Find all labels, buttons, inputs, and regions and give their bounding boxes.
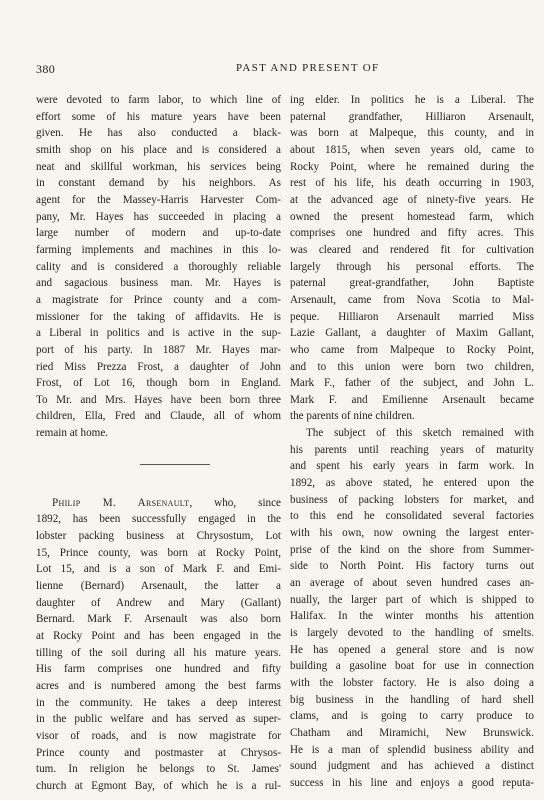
text-line: peque. Hilliaron Arsenault married Miss <box>290 310 534 323</box>
text-line: a magistrate for Prince county and a com- <box>36 293 281 306</box>
text-line: 1892, as above stated, he entered upon the <box>290 477 534 490</box>
text-line: ing elder. In politics he is a Liberal. The <box>290 94 534 106</box>
text-line: smith shop on his place and is considered a <box>36 143 281 156</box>
lobster-business-paragraph <box>290 425 534 791</box>
text-line: paternal great-grandfather, John Baptiste <box>290 277 534 290</box>
text-line: ried Miss Prezza Frost, a daughter of John <box>36 360 281 373</box>
text-line: port of his party. In 1887 Mr. Hayes mar- <box>36 343 281 356</box>
text-line: Bernard. Mark F. Arsenault was also born <box>36 613 281 626</box>
arsenault-biography-continued <box>290 92 534 425</box>
right-column <box>290 92 534 792</box>
text-line: who came from Malpeque to Rocky Point, <box>290 343 534 356</box>
text-line: daughter of Andrew and Mary (Gallant) <box>36 596 281 609</box>
text-line: Lot 15, and is a son of Mark F. and Emi- <box>36 563 281 576</box>
text-line: visor of roads, and is now magistrate for <box>36 729 281 742</box>
text-line: He is a man of splendid business ability and <box>290 743 534 756</box>
text-line: Philip M. Arsenault, who, since <box>52 496 282 509</box>
text-line: neat and skillful workman, his services being <box>36 160 281 173</box>
text-line: and sagacious business man. Mr. Hayes is <box>36 277 281 290</box>
text-line: Chatham and Miramichi, New Brunswick. <box>290 726 534 739</box>
text-line: cality and is considered a thoroughly reliable <box>36 260 281 273</box>
text-line: with his own, now owning the largest enter- <box>290 527 534 540</box>
text-line: missioner for the taking of affidavits. He is <box>36 310 281 323</box>
text-line: The subject of this sketch remained with <box>306 427 534 440</box>
text-line: with the lobster factory. He is also doing a <box>290 676 534 689</box>
text-line: Rocky Point, where he remained during the <box>290 160 534 173</box>
text-line: remain at home. <box>36 427 109 440</box>
text-line: lobster packing business at Chrysostum, Lot <box>36 530 281 543</box>
text-line: rest of his life, his death occurring in 1903, <box>290 177 534 190</box>
text-line: nually, the larger part of which is shipped to <box>290 593 534 606</box>
text-line: paternal grandfather, Hilliaron Arsenault, <box>290 110 534 123</box>
left-column <box>36 92 281 795</box>
text-line: Mark F. and Emilienne Arsenault became <box>290 393 534 406</box>
text-line: in constant demand by his neighbors. As <box>36 177 281 190</box>
text-line: his parents until reaching years of maturity <box>290 443 534 456</box>
text-line: were devoted to farm labor, to which line of <box>36 94 281 106</box>
page-header <box>36 62 506 78</box>
hayes-paragraph-end <box>36 92 281 442</box>
text-line: sound judgment and has achieved a distinct <box>290 760 534 773</box>
text-line: big business in the handling of hard shell <box>290 693 534 706</box>
text-line: business of packing lobsters for market, and <box>290 493 534 506</box>
text-line: 1892, has been successfully engaged in the <box>36 513 281 526</box>
text-line: tum. In religion he belongs to St. James' <box>36 763 281 776</box>
text-line: Prince county and postmaster at Chrysos- <box>36 746 281 759</box>
text-line: 15, Prince county, was born at Rocky Point, <box>36 546 281 559</box>
text-line: effort some of his mature years have been <box>36 110 281 123</box>
text-line: clams, and is going to carry produce to <box>290 710 534 723</box>
text-line: at the advanced age of ninety-five years. He <box>290 193 534 206</box>
text-line: in the community. He takes a deep interest <box>36 696 281 709</box>
text-line: He has opened a general store and is now <box>290 643 534 656</box>
subject-name: Philip M. Arsenault <box>52 496 190 509</box>
text-line: and spent his early years in farm work. In <box>290 460 534 473</box>
text-line: was born at Malpeque, this county, and in <box>290 127 534 140</box>
text-line: church at Egmont Bay, of which he is a rul- <box>36 779 281 792</box>
text-line: largely through his personal efforts. The <box>290 260 534 273</box>
text-line: Halifax. In the winter months his attention <box>290 610 534 623</box>
page-number: 380 <box>36 62 56 76</box>
text-line: to this end he consolidated several factories <box>290 510 534 523</box>
text-line: Frost, of Lot 16, though born in England. <box>36 377 281 390</box>
text-line: the parents of nine children. <box>290 410 415 423</box>
text-line: agent for the Massey-Harris Harvester Com- <box>36 193 281 206</box>
text-line: and to this union were born two children, <box>290 360 534 373</box>
text-line: To Mr. and Mrs. Hayes have been born three <box>36 393 281 406</box>
running-head: PAST AND PRESENT OF <box>236 62 380 74</box>
text-line: comprises one hundred and fifty acres. This <box>290 227 534 240</box>
text-line: His farm comprises one hundred and fifty <box>36 663 281 676</box>
text-line: Arsenault, came from Nova Scotia to Mal- <box>290 293 534 306</box>
text-line: acres and is numbered among the best farms <box>36 680 281 692</box>
text-line: side to North Point. His factory turns out <box>290 560 534 573</box>
text-line: owned the present homestead farm, which <box>290 210 534 223</box>
text-line: pany, Mr. Hayes has succeeded in placing a <box>36 210 281 223</box>
text-line: about 1815, when seven years old, came to <box>290 143 534 156</box>
arsenault-biography <box>36 495 281 795</box>
text-line: tilling of the soil during all his mature years. <box>36 646 281 659</box>
text-line: farming implements and machines in this lo- <box>36 243 281 256</box>
text-line: was cleared and rendered fit for cultivation <box>290 243 534 256</box>
text-line: is largely devoted to the handling of smelts. <box>290 627 534 639</box>
text-line: success in his line and enjoys a good reputa- <box>290 776 534 789</box>
text-line: given. He has also conducted a black- <box>36 127 281 140</box>
text-line: building a gasoline boat for use in connection <box>290 660 534 673</box>
text-line: Lazie Gallant, a daughter of Maxim Gallant, <box>290 327 534 340</box>
text-line: Mark F., father of the subject, and John L. <box>290 377 534 390</box>
text-line: in the public welfare and has served as super- <box>36 713 281 726</box>
text-line: a Liberal in politics and is active in the sup- <box>36 327 281 340</box>
text-line: at Rocky Point and has been engaged in the <box>36 630 281 643</box>
text-line: an average of about seven hundred cases an- <box>290 577 534 590</box>
text-line: lienne (Bernard) Arsenault, the latter a <box>36 580 281 593</box>
text-line: prise of the kind on the shore from Summer- <box>290 543 534 556</box>
text-line: large number of modern and up-to-date <box>36 227 281 240</box>
text-line: children, Ella, Fred and Claude, all of whom <box>36 410 281 423</box>
